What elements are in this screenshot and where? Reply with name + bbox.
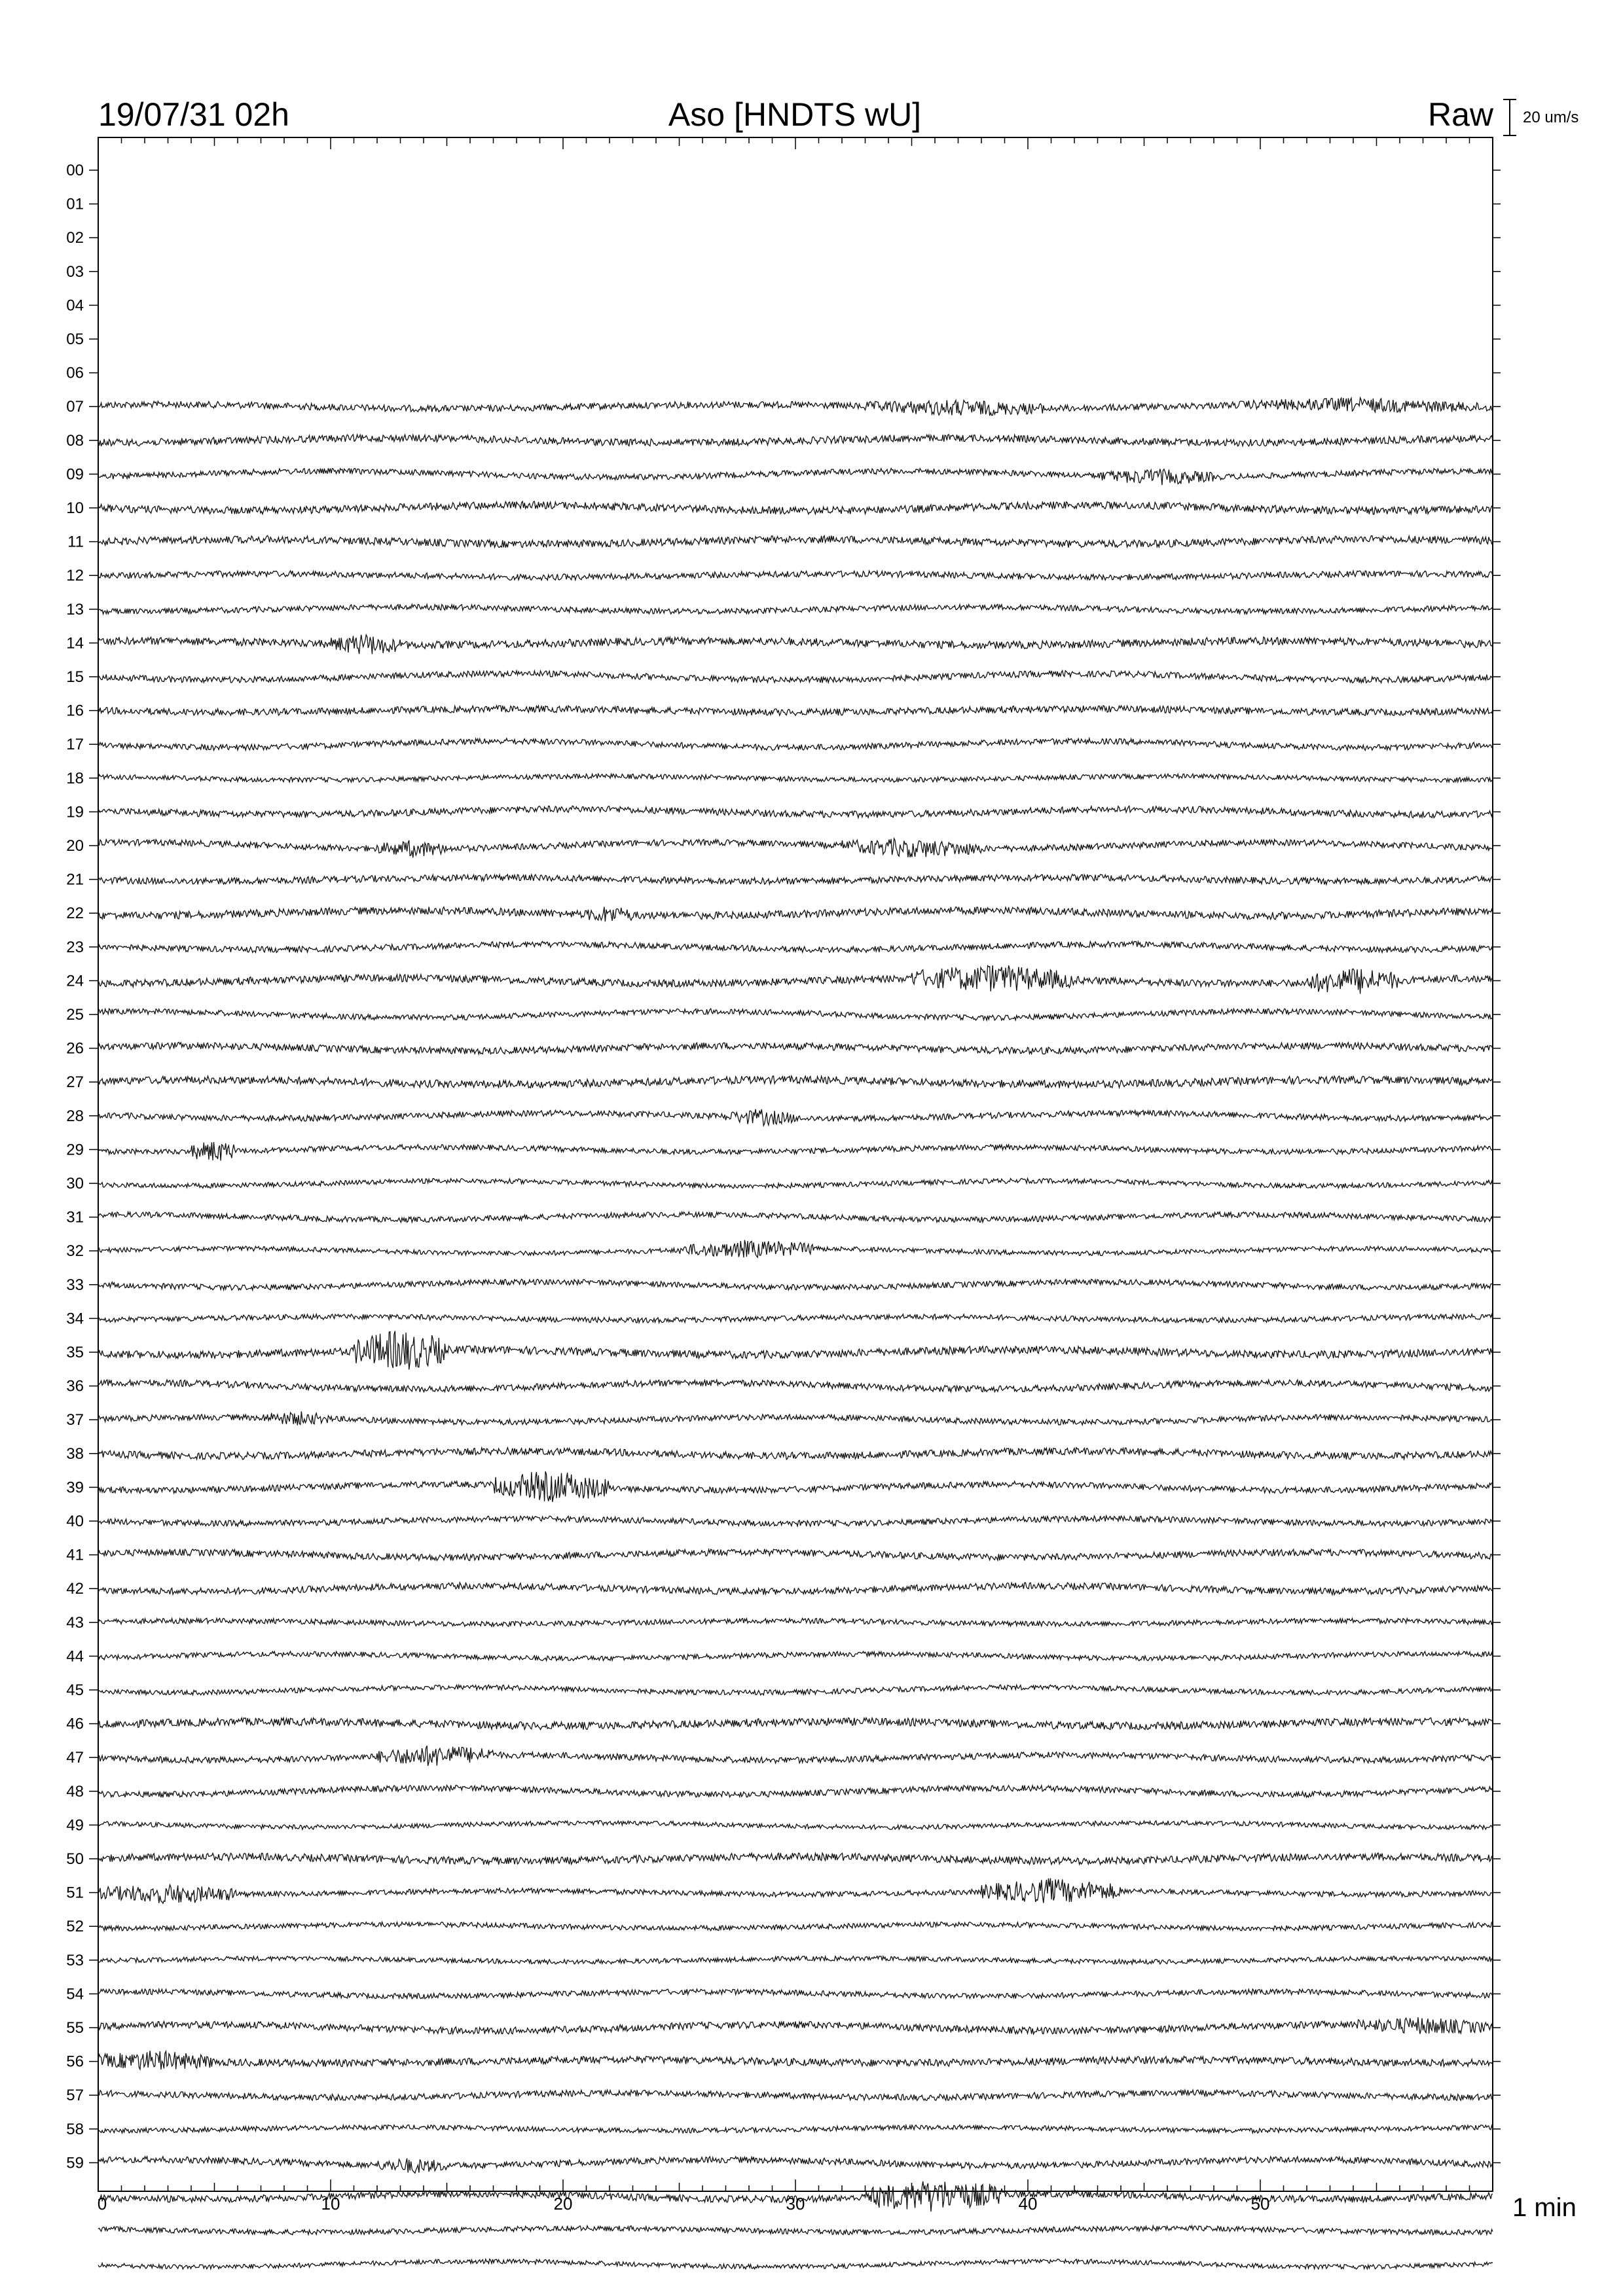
row-label: 52 [66, 1918, 84, 1936]
row-label: 35 [66, 1344, 84, 1361]
waveform-traces [98, 398, 1493, 2269]
row-label: 46 [66, 1715, 84, 1733]
time-ticks [98, 137, 1493, 2191]
row-label: 12 [66, 567, 84, 585]
waveform-trace [98, 1380, 1493, 1392]
row-label: 01 [66, 195, 84, 213]
row-label: 14 [66, 634, 84, 653]
row-label: 04 [66, 296, 84, 315]
row-label: 41 [66, 1546, 84, 1564]
row-label: 40 [66, 1513, 84, 1530]
row-label: 42 [66, 1580, 84, 1598]
row-label: 50 [66, 1850, 84, 1868]
row-label: 13 [66, 600, 84, 619]
waveform-trace [98, 604, 1493, 614]
row-label: 43 [66, 1613, 84, 1632]
row-label: 37 [66, 1411, 84, 1429]
row-label: 38 [66, 1444, 84, 1463]
row-label: 10 [66, 499, 84, 517]
waveform-trace [98, 1142, 1493, 1160]
row-label: 03 [66, 262, 84, 281]
row-label: 54 [66, 1985, 84, 2003]
waveform-trace [98, 1178, 1493, 1188]
waveform-trace [98, 706, 1493, 715]
row-label: 59 [66, 2154, 84, 2172]
row-label: 09 [66, 465, 84, 484]
row-label: 33 [66, 1276, 84, 1294]
time-tick-label: 20 [553, 2194, 573, 2214]
waveform-trace [98, 2259, 1493, 2269]
row-label: 47 [66, 1749, 84, 1767]
header-mode: Raw [1427, 96, 1493, 133]
row-label: 29 [66, 1141, 84, 1159]
waveform-trace [98, 435, 1493, 446]
waveform-trace [98, 1109, 1493, 1126]
waveform-trace [98, 1853, 1493, 1865]
time-tick-label: 10 [321, 2194, 340, 2214]
waveform-trace [98, 774, 1493, 782]
row-label: 57 [66, 2087, 84, 2105]
row-label: 58 [66, 2120, 84, 2138]
plot-frame [98, 137, 1493, 2191]
amplitude-scale-bar [1503, 99, 1578, 135]
waveform-trace [98, 1651, 1493, 1660]
row-label: 56 [66, 2053, 84, 2071]
row-label: 11 [67, 533, 84, 551]
waveform-trace [98, 1471, 1493, 1502]
waveform-trace [98, 1314, 1493, 1323]
waveform-trace [98, 1549, 1493, 1561]
row-label: 15 [66, 668, 84, 686]
waveform-trace [98, 941, 1493, 952]
waveform-trace [98, 1212, 1493, 1223]
waveform-trace [98, 1878, 1493, 1904]
waveform-trace [98, 2125, 1493, 2134]
waveform-trace [98, 738, 1493, 750]
waveform-trace [98, 2226, 1493, 2235]
scale-label: 20 um/s [1523, 109, 1579, 126]
waveform-trace [98, 2051, 1493, 2070]
waveform-trace [98, 1042, 1493, 1054]
waveform-trace [98, 1618, 1493, 1626]
time-tick-label: 50 [1250, 2194, 1270, 2214]
waveform-trace [98, 535, 1493, 547]
row-label: 34 [66, 1310, 84, 1328]
header-date: 19/07/31 02h [98, 96, 289, 133]
row-label: 05 [66, 331, 84, 348]
waveform-trace [98, 671, 1493, 683]
time-tick-label: 40 [1018, 2194, 1038, 2214]
row-label: 02 [66, 229, 84, 247]
row-label: 44 [66, 1647, 84, 1666]
waveform-trace [98, 1331, 1493, 1370]
row-labels [66, 162, 1501, 2172]
waveform-trace [98, 1076, 1493, 1088]
row-label: 19 [66, 803, 84, 821]
row-label: 28 [66, 1107, 84, 1125]
waveform-trace [98, 571, 1493, 580]
row-label: 26 [66, 1039, 84, 1058]
waveform-trace [98, 2090, 1493, 2100]
row-label: 45 [66, 1681, 84, 1699]
waveform-trace [98, 907, 1493, 922]
row-label: 24 [66, 972, 84, 990]
row-label: 07 [66, 398, 84, 416]
waveform-trace [98, 1240, 1493, 1258]
row-label: 23 [66, 938, 84, 956]
row-label: 27 [66, 1073, 84, 1092]
row-label: 22 [66, 905, 84, 923]
row-label: 18 [66, 769, 84, 787]
row-label: 25 [66, 1006, 84, 1024]
waveform-trace [98, 1746, 1493, 1766]
row-label: 51 [66, 1884, 84, 1902]
waveform-trace [98, 468, 1493, 485]
row-label: 32 [66, 1242, 84, 1261]
waveform-trace [98, 806, 1493, 817]
row-label: 21 [66, 870, 84, 889]
waveform-trace [98, 1922, 1493, 1931]
row-label: 36 [66, 1377, 84, 1395]
time-tick-label: 30 [786, 2194, 805, 2214]
waveform-trace [98, 874, 1493, 885]
row-label: 55 [66, 2019, 84, 2037]
time-axis-labels [98, 2194, 1270, 2214]
row-label: 20 [66, 837, 84, 855]
waveform-trace [98, 1956, 1493, 1964]
waveform-trace [98, 1821, 1493, 1830]
waveform-trace [98, 1989, 1493, 1999]
waveform-trace [98, 2157, 1493, 2173]
row-label: 53 [66, 1951, 84, 1969]
row-label: 31 [66, 1208, 84, 1227]
waveform-trace [98, 635, 1493, 655]
waveform-trace [98, 2017, 1493, 2034]
row-label: 06 [66, 364, 84, 382]
row-label: 30 [66, 1175, 84, 1193]
row-label: 39 [66, 1479, 84, 1497]
row-label: 16 [66, 702, 84, 720]
waveform-trace [98, 1516, 1493, 1526]
waveform-trace [98, 1280, 1493, 1291]
row-label: 00 [66, 162, 84, 179]
row-label: 17 [66, 736, 84, 754]
waveform-trace [98, 1411, 1493, 1425]
waveform-trace [98, 838, 1493, 857]
time-tick-label: 0 [97, 2194, 107, 2214]
row-label: 48 [66, 1782, 84, 1801]
waveform-trace [98, 1009, 1493, 1020]
waveform-trace [98, 1785, 1493, 1798]
waveform-trace [98, 1685, 1493, 1695]
waveform-trace [98, 1718, 1493, 1730]
waveform-trace [98, 501, 1493, 514]
time-unit-label: 1 min [1512, 2193, 1577, 2222]
waveform-trace [98, 965, 1493, 994]
waveform-trace [98, 1583, 1493, 1595]
row-label: 08 [66, 431, 84, 450]
header-station: Aso [HNDTS wU] [668, 96, 922, 133]
row-label: 49 [66, 1816, 84, 1835]
waveform-trace [98, 1448, 1493, 1460]
waveform-trace [98, 398, 1493, 416]
